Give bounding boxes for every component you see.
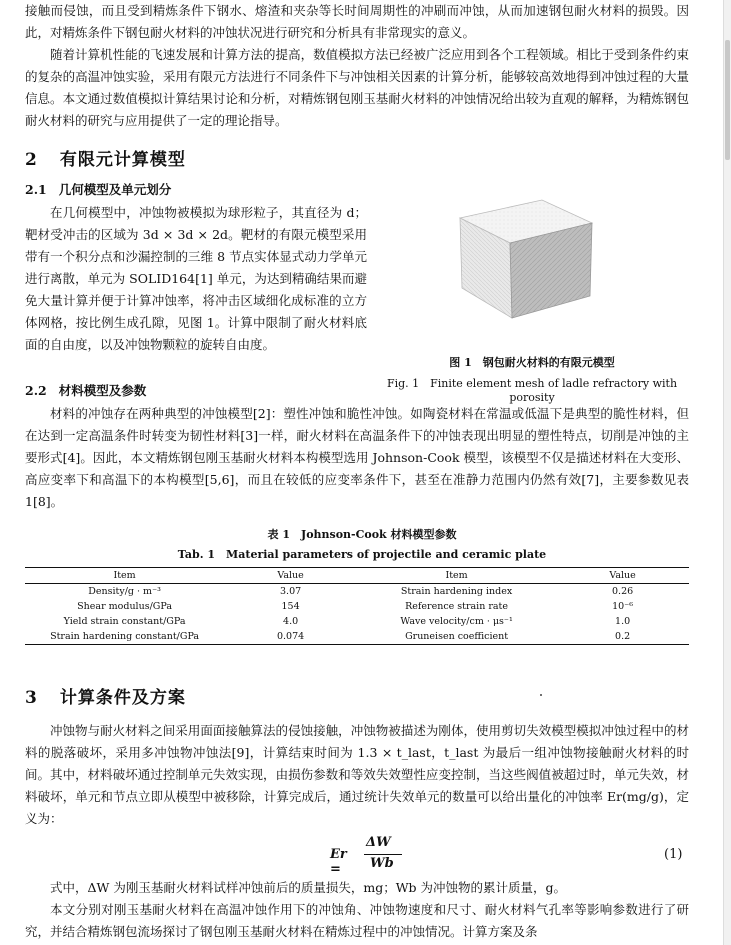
section-2-1-heading: [25, 180, 171, 198]
table-row: [25, 584, 689, 600]
section-2-2-number: 2.2: [25, 383, 47, 398]
section-3-number: 3: [25, 688, 38, 708]
equation-lhs: Er =: [330, 847, 347, 877]
table-cell: 4.0: [283, 616, 299, 627]
equation-1: [0, 835, 724, 877]
section-2-number: 2: [25, 150, 38, 170]
table-1-caption-cn: 表 1 Johnson-Cook 材料模型参数: [267, 528, 457, 541]
figure-1-caption-cn: 图 1 钢包耐火材料的有限元模型: [449, 356, 615, 369]
table-header-cell: Item: [357, 568, 556, 584]
table-row: [25, 599, 689, 614]
intro-paragraph-2: 随着计算机性能的飞速发展和计算方法的提高，数值模拟方法已经被广泛应用到各个工程领域。相比于受到条件约束的复杂的高温冲蚀实验，采用有限元方法进行不同条件下与冲蚀相关因素的计算分析，能够较高效地得到冲蚀过程的大量信息。本文通过数值模拟计算结果讨论和分析，对精炼钢包刚玉基耐火材料的冲蚀情况给出较为直观的解释，为精炼钢包耐火材料的研究与应用提供了一定的理论指导。: [25, 47, 689, 128]
fraction-bar: [364, 854, 402, 855]
table-cell: 3.07: [280, 586, 302, 597]
table-cell: Wave velocity/cm · μs⁻¹: [400, 616, 513, 627]
section-2-2-heading: [25, 381, 146, 399]
table-cell: 10⁻⁶: [612, 601, 634, 612]
table-row: [25, 614, 689, 629]
table-cell: Strain hardening constant/GPa: [25, 629, 224, 645]
table-cell: Yield strain constant/GPa: [63, 616, 186, 627]
equation-number: (1): [664, 847, 683, 862]
stray-mark: [540, 694, 542, 696]
section-3-title: 计算条件及方案: [59, 688, 186, 708]
table-cell: 1.0: [615, 616, 631, 627]
parameters-table: [25, 567, 689, 645]
section-2-1-number: 2.1: [25, 182, 47, 197]
geometry-paragraph: 在几何模型中，冲蚀物被模拟为球形粒子，其直径为 d；靶材受冲击的区域为 3d × 3d × 2d。靶材的有限元模型采用带有一个积分点和沙漏控制的三维 8 节点实体显式动力学单元进行离散，单元为 SOLID164[1] 单元，为达到精确结果而避免大量计算并便于计算冲蚀率，将冲击区域细化成标准的立方体网格，按比例生成孔隙，见图 1。计算中限制了耐火材料底面的自由度，以及冲蚀物颗粒的旋转自由度。: [25, 205, 367, 352]
table-1-caption-en: Tab. 1 Material parameters of projectile and ceramic plate: [177, 548, 547, 561]
section-2-2-title: 材料模型及参数: [58, 383, 147, 398]
calculation-paragraph: 冲蚀物与耐火材料之间采用面面接触算法的侵蚀接触，冲蚀物被描述为刚体，使用剪切失效模型模拟冲蚀过程中的材料的脱落破坏，采用多冲蚀物冲蚀法[9]，计算结束时间为 1.3 × t_last，t_last 为最后一组冲蚀物接触耐火材料的时间。其中，材料破坏通过控制单元失效实现，由损伤参数和等效失效塑性应变控制，当这些阀值被超过时，单元失效，材料破坏，单元和节点立即从模型中被移除，计算完成后，通过统计失效单元的数量可以给出量化的冲蚀率 Er(mg/g)，定义为：: [25, 723, 689, 826]
section-2-title: 有限元计算模型: [59, 150, 186, 170]
figure-1-caption-en: Fig. 1 Finite element mesh of ladle refractory with porosity: [386, 377, 678, 404]
table-cell: Strain hardening index: [400, 586, 513, 597]
table-cell: 154: [281, 601, 300, 612]
table-row: [25, 629, 689, 645]
table-cell: Shear modulus/GPa: [77, 601, 173, 612]
section-3-heading: [25, 683, 186, 708]
table-header-cell: Value: [556, 568, 689, 584]
section-2-heading: [25, 145, 186, 170]
material-paragraph: 材料的冲蚀存在两种典型的冲蚀模型[2]：塑性冲蚀和脆性冲蚀。如陶瓷材料在常温或低温下是典型的脆性材料，但在达到一定高温条件时转变为韧性材料[3]一样，耐火材料在高温条件下的冲蚀表现出明显的塑性特点，切削是冲蚀的主要形式[4]。因此，本文精炼钢包刚玉基耐火材料本构模型选用 Johnson-Cook 模型，该模型不仅是描述材料在大变形、高应变率下和高温下的本构模型[5,6]，而且在较低的应变率条件下，甚至在准静力范围内仍然有效[7]，主要参数见表 1[8]。: [25, 406, 689, 509]
where-paragraph: 式中，ΔW 为刚玉基耐火材料试样冲蚀前后的质量损失，mg；Wb 为冲蚀物的累计质量，g。: [50, 880, 567, 895]
section-2-1-title: 几何模型及单元划分: [58, 182, 172, 197]
table-cell: 0.074: [224, 629, 357, 645]
table-cell: Gruneisen coefficient: [357, 629, 556, 645]
table-header-row: [25, 568, 689, 584]
table-header-cell: Item: [25, 568, 224, 584]
equation-numerator: ΔW: [366, 835, 391, 850]
scheme-paragraph: 本文分别对刚玉基耐火材料在高温冲蚀作用下的冲蚀角、冲蚀物速度和尺寸、耐火材料气孔率等影响参数进行了研究，并结合精炼钢包流场探讨了钢包刚玉基耐火材料在精炼过程中的冲蚀情况。计算方案及条: [25, 902, 689, 939]
table-cell: 0.26: [612, 586, 634, 597]
table-cell: Reference strain rate: [405, 601, 509, 612]
table-cell: 0.2: [556, 629, 689, 645]
table-header-cell: Value: [224, 568, 357, 584]
intro-paragraph-continued: 接触而侵蚀，而且受到精炼条件下钢水、熔渣和夹杂等长时间周期性的冲刷而冲蚀，从而加速钢包耐火材料的损毁。因此，对精炼条件下钢包耐火材料的冲蚀状况进行研究和分析具有非常现实的意义。: [25, 3, 689, 40]
fem-mesh-cube-image: [442, 178, 612, 328]
table-cell: Density/g · m⁻³: [88, 586, 161, 597]
vertical-scrollbar[interactable]: [723, 0, 731, 945]
equation-denominator: Wb: [370, 856, 394, 871]
scrollbar-thumb[interactable]: [725, 40, 730, 160]
figure-1: [372, 178, 692, 404]
